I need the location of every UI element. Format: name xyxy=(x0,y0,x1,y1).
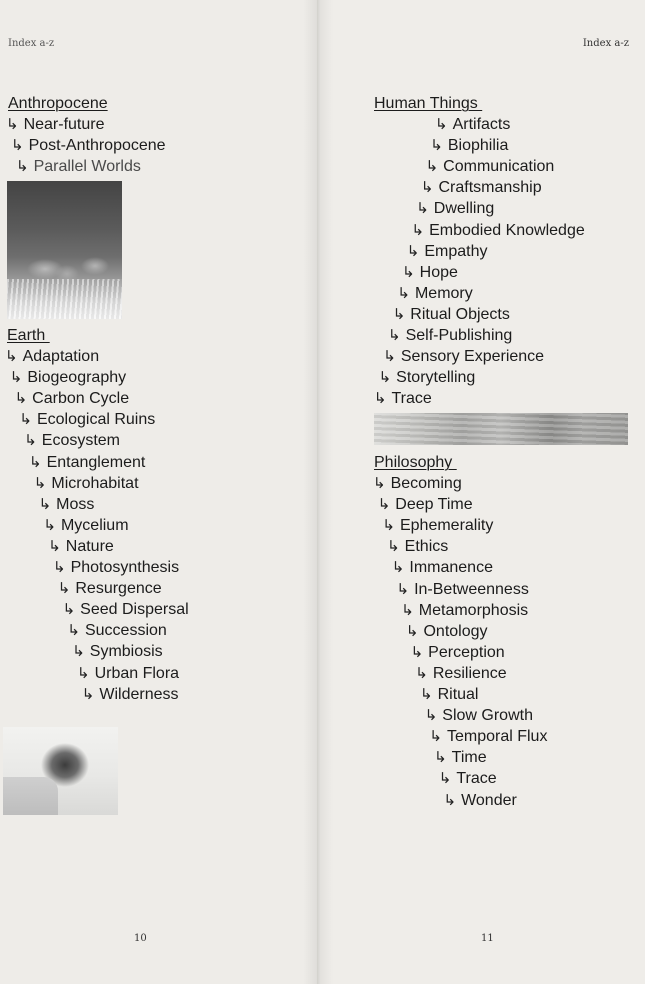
index-entry xyxy=(425,706,533,726)
down-right-arrow-icon: ↳ xyxy=(424,707,438,725)
index-entry xyxy=(16,157,141,177)
index-entry-label: Self-Publishing xyxy=(405,327,513,344)
index-entry-label: Entanglement xyxy=(46,453,146,471)
index-entry-label: Wilderness xyxy=(99,685,179,703)
down-right-arrow-icon: ↳ xyxy=(430,137,443,155)
down-right-arrow-icon: ↳ xyxy=(373,390,387,408)
index-entry-label: In-Betweenness xyxy=(414,580,529,598)
index-entry-label: Metamorphosis xyxy=(418,601,529,619)
index-entry-label: Embodied Knowledge xyxy=(429,221,585,239)
index-entry xyxy=(421,178,542,198)
index-entry-label: Ethics xyxy=(404,538,449,556)
index-entry xyxy=(382,516,493,536)
index-entry-label: Empathy xyxy=(424,242,488,260)
down-right-arrow-icon: ↳ xyxy=(378,369,392,387)
index-entry xyxy=(430,136,508,156)
index-entry xyxy=(383,347,544,367)
index-entry xyxy=(401,601,528,621)
down-right-arrow-icon: ↳ xyxy=(16,158,29,176)
index-entry xyxy=(435,115,510,135)
index-entry-label: Memory xyxy=(414,284,473,302)
down-right-arrow-icon: ↳ xyxy=(5,348,18,365)
index-entry xyxy=(439,769,497,789)
index-entry-label: Craftsmanship xyxy=(438,179,542,197)
down-right-arrow-icon: ↳ xyxy=(429,728,442,746)
down-right-arrow-icon: ↳ xyxy=(411,221,425,239)
index-entry-label: Mycelium xyxy=(60,516,129,534)
down-right-arrow-icon: ↳ xyxy=(405,622,419,640)
section-heading-human-things: Human Things xyxy=(374,95,483,112)
index-entry-label: Trace xyxy=(456,770,497,788)
left-page xyxy=(0,0,317,984)
down-right-arrow-icon: ↳ xyxy=(6,116,19,133)
index-entry-label: Ephemerality xyxy=(399,517,494,535)
texture-photo-strip xyxy=(374,413,628,445)
down-right-arrow-icon: ↳ xyxy=(382,517,395,535)
index-entry-label: Ritual xyxy=(437,686,479,703)
down-right-arrow-icon: ↳ xyxy=(48,537,61,555)
index-entry-label: Parallel Worlds xyxy=(33,158,141,176)
down-right-arrow-icon: ↳ xyxy=(72,643,85,661)
index-entry xyxy=(426,157,555,177)
index-entry-label: Temporal Flux xyxy=(446,728,548,746)
index-entry xyxy=(6,115,105,135)
down-right-arrow-icon: ↳ xyxy=(425,158,439,176)
index-entry-label: Resurgence xyxy=(75,580,162,598)
index-entry-label: Near-future xyxy=(23,116,105,133)
index-entry-label: Wonder xyxy=(461,791,517,809)
index-entry-label: Ritual Objects xyxy=(410,305,510,323)
down-right-arrow-icon: ↳ xyxy=(387,538,400,556)
page-number: 11 xyxy=(481,933,494,944)
index-entry xyxy=(397,580,529,600)
index-entry xyxy=(412,221,585,241)
down-right-arrow-icon: ↳ xyxy=(19,411,32,429)
index-entry-label: Perception xyxy=(428,643,505,661)
index-entry xyxy=(374,389,432,409)
index-entry-label: Moss xyxy=(56,495,95,513)
index-entry-label: Resilience xyxy=(432,664,507,682)
down-right-arrow-icon: ↳ xyxy=(435,116,448,133)
index-entry xyxy=(24,431,120,451)
down-right-arrow-icon: ↳ xyxy=(11,137,24,155)
index-entry-label: Storytelling xyxy=(396,369,476,387)
index-entry xyxy=(5,347,99,367)
index-entry-label: Carbon Cycle xyxy=(32,390,130,408)
down-right-arrow-icon: ↳ xyxy=(402,263,415,281)
down-right-arrow-icon: ↳ xyxy=(392,305,406,323)
index-entry xyxy=(82,685,179,705)
index-entry xyxy=(53,558,179,578)
section-heading-anthropocene: Anthropocene xyxy=(8,95,108,112)
down-right-arrow-icon: ↳ xyxy=(33,474,47,492)
down-right-arrow-icon: ↳ xyxy=(77,664,90,682)
running-header: Index a-z xyxy=(582,38,629,49)
section-heading-philosophy: Philosophy xyxy=(374,454,457,471)
index-entry xyxy=(397,284,472,304)
index-entry-label: Succession xyxy=(84,622,167,640)
index-entry xyxy=(434,748,487,768)
index-entry xyxy=(406,622,488,642)
index-entry-label: Seed Dispersal xyxy=(80,601,189,619)
hand-photo xyxy=(3,727,118,815)
index-entry-label: Dwelling xyxy=(433,200,495,218)
index-entry xyxy=(72,642,162,662)
index-entry-label: Ecosystem xyxy=(41,432,121,450)
index-entry xyxy=(392,558,493,578)
index-entry-label: Deep Time xyxy=(395,496,473,514)
index-entry xyxy=(444,791,517,811)
down-right-arrow-icon: ↳ xyxy=(373,475,386,492)
page-number: 10 xyxy=(134,933,147,944)
index-entry xyxy=(77,664,179,684)
down-right-arrow-icon: ↳ xyxy=(406,242,420,260)
index-entry xyxy=(378,495,473,515)
down-right-arrow-icon: ↳ xyxy=(38,495,52,513)
down-right-arrow-icon: ↳ xyxy=(415,664,428,682)
index-entry-label: Immanence xyxy=(409,559,493,577)
index-entry xyxy=(416,199,494,219)
index-entry-label: Time xyxy=(451,749,487,767)
index-entry-label: Urban Flora xyxy=(94,664,180,682)
down-right-arrow-icon: ↳ xyxy=(396,580,410,598)
index-entry-label: Communication xyxy=(443,158,555,176)
index-entry xyxy=(429,727,547,747)
down-right-arrow-icon: ↳ xyxy=(24,432,37,450)
index-entry xyxy=(388,326,512,346)
down-right-arrow-icon: ↳ xyxy=(397,284,410,302)
index-entry-label: Becoming xyxy=(390,475,462,492)
index-entry-label: Artifacts xyxy=(452,116,511,133)
down-right-arrow-icon: ↳ xyxy=(420,686,433,703)
index-entry-label: Biogeography xyxy=(27,369,127,387)
index-entry-label: Microhabitat xyxy=(51,474,139,492)
index-entry-label: Adaptation xyxy=(22,348,100,365)
index-entry xyxy=(393,305,510,325)
running-header: Index a-z xyxy=(8,38,55,49)
down-right-arrow-icon: ↳ xyxy=(401,601,414,619)
index-entry xyxy=(58,579,162,599)
down-right-arrow-icon: ↳ xyxy=(43,516,56,534)
index-entry xyxy=(48,537,114,557)
down-right-arrow-icon: ↳ xyxy=(57,580,71,598)
index-entry xyxy=(407,242,488,262)
index-entry xyxy=(387,537,448,557)
down-right-arrow-icon: ↳ xyxy=(9,369,23,387)
index-entry xyxy=(39,495,95,515)
index-entry-label: Post-Anthropocene xyxy=(28,137,166,155)
down-right-arrow-icon: ↳ xyxy=(53,559,66,576)
index-entry xyxy=(11,136,166,156)
index-entry xyxy=(19,410,155,430)
index-entry xyxy=(10,368,126,388)
index-entry xyxy=(402,263,458,283)
index-entry xyxy=(63,600,189,620)
index-entry xyxy=(15,389,130,409)
index-entry-label: Symbiosis xyxy=(89,643,163,661)
index-entry xyxy=(43,516,128,536)
down-right-arrow-icon: ↳ xyxy=(410,643,424,661)
down-right-arrow-icon: ↳ xyxy=(391,559,405,577)
index-entry-label: Photosynthesis xyxy=(70,559,180,576)
index-entry xyxy=(420,685,478,705)
index-entry xyxy=(29,453,145,473)
down-right-arrow-icon: ↳ xyxy=(62,601,76,619)
index-entry-label: Slow Growth xyxy=(442,707,533,725)
index-entry-label: Trace xyxy=(391,390,432,408)
down-right-arrow-icon: ↳ xyxy=(67,622,80,640)
index-entry-label: Hope xyxy=(419,263,458,281)
section-heading-earth: Earth xyxy=(7,327,50,344)
down-right-arrow-icon: ↳ xyxy=(377,496,391,514)
index-entry-label: Ontology xyxy=(423,622,488,640)
index-entry-label: Sensory Experience xyxy=(400,348,545,366)
down-right-arrow-icon: ↳ xyxy=(438,770,452,788)
index-entry-label: Biophilia xyxy=(447,137,509,155)
crowd-photo xyxy=(7,181,122,319)
down-right-arrow-icon: ↳ xyxy=(14,390,28,408)
index-entry xyxy=(415,664,506,684)
down-right-arrow-icon: ↳ xyxy=(443,791,457,809)
down-right-arrow-icon: ↳ xyxy=(81,685,95,703)
down-right-arrow-icon: ↳ xyxy=(29,453,42,471)
index-entry xyxy=(373,474,462,494)
index-entry-label: Ecological Ruins xyxy=(36,411,156,429)
index-entry xyxy=(411,643,505,663)
index-entry xyxy=(34,474,139,494)
down-right-arrow-icon: ↳ xyxy=(416,200,429,218)
down-right-arrow-icon: ↳ xyxy=(420,179,434,197)
down-right-arrow-icon: ↳ xyxy=(434,749,447,767)
right-page xyxy=(318,0,645,984)
down-right-arrow-icon: ↳ xyxy=(388,327,401,344)
index-entry xyxy=(379,368,476,388)
down-right-arrow-icon: ↳ xyxy=(383,348,396,366)
index-entry xyxy=(67,621,166,641)
index-entry-label: Nature xyxy=(65,537,114,555)
